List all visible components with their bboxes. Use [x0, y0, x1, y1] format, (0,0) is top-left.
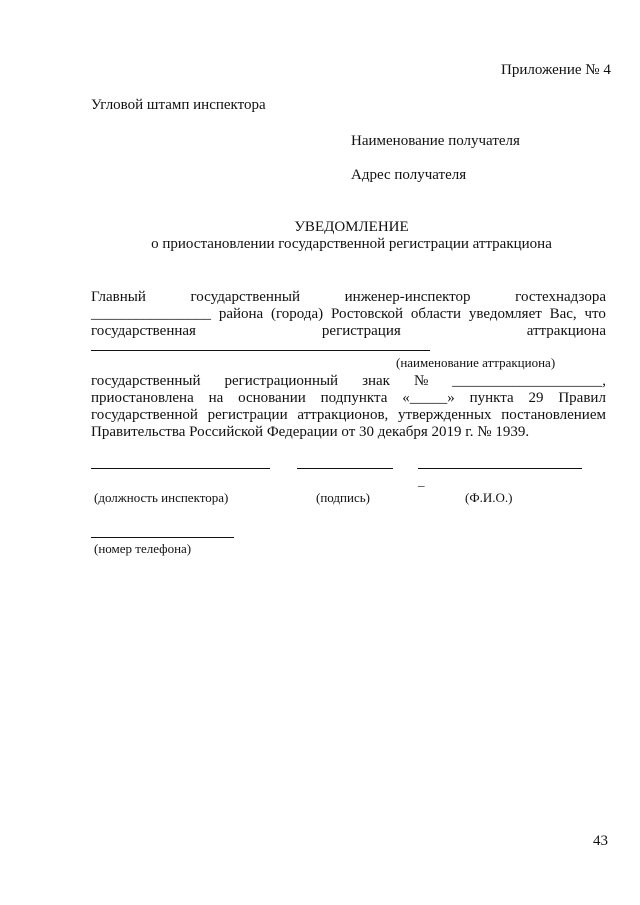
word: Главный — [91, 289, 146, 305]
position-caption: (должность инспектора) — [94, 490, 229, 505]
word: основании — [238, 390, 306, 406]
phone-line — [91, 537, 234, 538]
word: 29 — [528, 390, 544, 406]
signature-line — [297, 468, 393, 469]
word: утвержденных — [398, 407, 492, 423]
name-dash: _ — [418, 473, 425, 488]
word: знак — [362, 373, 390, 389]
body-line-5 — [91, 389, 606, 407]
body-line-6 — [91, 406, 606, 424]
word: пункта — [469, 390, 514, 406]
subclause-blank: «_____» — [402, 390, 455, 406]
word: подпункта — [320, 390, 388, 406]
registration-number-blank: ____________________, — [452, 373, 606, 389]
body-line-1 — [91, 288, 606, 306]
body-line-3 — [91, 322, 606, 340]
word: гостехнадзора — [515, 289, 606, 305]
word: государственная — [91, 323, 196, 339]
signature-caption: (подпись) — [316, 490, 370, 505]
recipient-name-label: Наименование получателя — [351, 133, 520, 149]
position-line — [91, 468, 270, 469]
body-line-2 — [91, 305, 606, 323]
recipient-address-label: Адрес получателя — [351, 167, 467, 183]
body-line-4 — [91, 372, 606, 390]
district-blank: ________________ — [91, 306, 211, 322]
word: аттракциона — [526, 323, 606, 339]
attraction-name-caption: (наименование аттракциона) — [396, 355, 556, 370]
word: аттракционов, — [297, 407, 389, 423]
word: (города) — [271, 306, 324, 322]
word: приостановлена — [91, 390, 194, 406]
word: государственной — [91, 407, 198, 423]
phone-caption: (номер телефона) — [94, 541, 192, 556]
full-name-line — [418, 468, 582, 469]
word: района — [218, 306, 264, 322]
corner-stamp-label: Угловой штамп инспектора — [91, 97, 266, 113]
page-number: 43 — [593, 833, 608, 849]
word: № — [413, 373, 429, 389]
word: Ростовской — [331, 306, 404, 322]
notice-subtitle: о приостановлении государственной регистрации аттракциона — [151, 236, 552, 252]
word: что — [584, 306, 606, 322]
body-line-7: Правительства Российской Федерации от 30 декабря 2019 г. № 1939. — [91, 424, 530, 440]
word: области — [410, 306, 462, 322]
word: регистрация — [321, 323, 401, 339]
full-name-caption: (Ф.И.О.) — [465, 490, 513, 505]
word: регистрации — [207, 407, 288, 423]
word: уведомляет — [468, 306, 542, 322]
word: постановлением — [501, 407, 606, 423]
word: регистрационный — [224, 373, 339, 389]
word: Правил — [558, 390, 606, 406]
word: государственный — [190, 289, 301, 305]
word: государственный — [91, 373, 201, 389]
appendix-label: Приложение № 4 — [501, 62, 611, 78]
word: на — [208, 390, 224, 406]
word: инженер-инспектор — [344, 289, 471, 305]
notice-title: УВЕДОМЛЕНИЕ — [294, 219, 409, 235]
attraction-name-line — [91, 350, 430, 351]
word: Вас, — [549, 306, 577, 322]
